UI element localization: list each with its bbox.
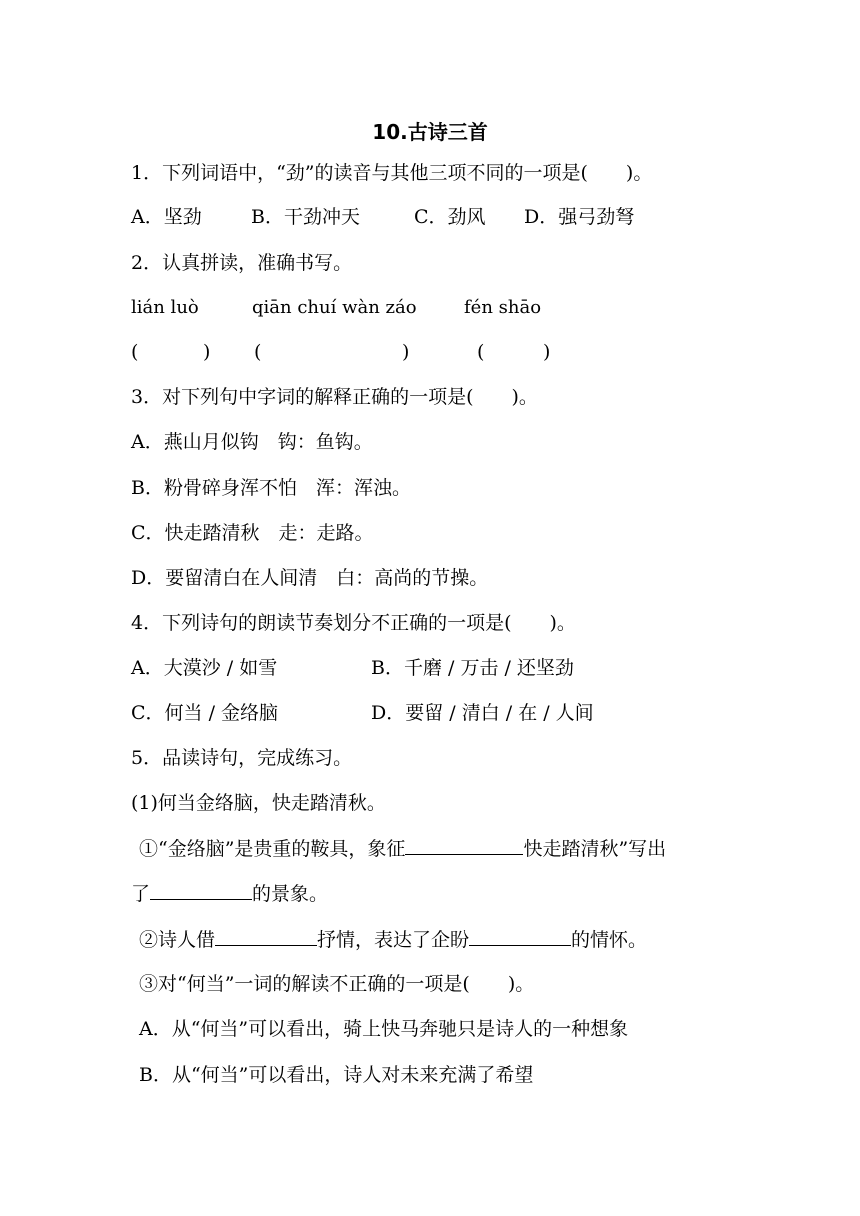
q1-option-c: C．劲风 (414, 206, 486, 228)
q1-option-d: D．强弓劲弩 (524, 206, 635, 228)
item2-text-b: 抒情，表达了企盼 (317, 929, 470, 951)
q5-item2 (139, 927, 647, 952)
answer-blank-4[interactable] (469, 927, 571, 946)
q1-option-a: A．坚劲 (131, 206, 202, 228)
answer-blank-3[interactable] (215, 927, 317, 946)
q3-option-b: B．粉骨碎身浑不怕 浑：浑浊。 (131, 477, 411, 499)
answer-blank-1[interactable] (405, 836, 523, 855)
item1-text-c: 了 (131, 883, 151, 905)
q5-item1-line2 (131, 881, 328, 906)
q5-item1-line1 (139, 836, 666, 861)
q4-option-c: C．何当 / 金络脑 (131, 702, 279, 724)
q3-option-d: D．要留清白在人间清 白：高尚的节操。 (131, 567, 489, 589)
item1-text-b: 快走踏清秋”写出 (523, 838, 667, 860)
answer-blank-2[interactable] (150, 881, 252, 900)
q4-option-d: D．要留 / 清白 / 在 / 人间 (371, 702, 594, 724)
q1-stem: 1．下列词语中，“劲”的读音与其他三项不同的一项是( )。 (131, 162, 653, 184)
page-title: 10.古诗三首 (372, 120, 488, 144)
q3-option-c: C．快走踏清秋 走：走路。 (131, 522, 374, 544)
q4-option-a: A．大漠沙 / 如雪 (131, 657, 278, 679)
q2-stem: 2．认真拼读，准确书写。 (131, 252, 353, 274)
item1-text-d: 的景象。 (252, 883, 329, 905)
item2-text-c: 的情怀。 (571, 929, 648, 951)
q5-item3-option-a: A．从“何当”可以看出，骑上快马奔驰只是诗人的一种想象 (139, 1018, 629, 1040)
pinyin-1: lián luò (131, 297, 199, 318)
answer-paren-close-1: ) (203, 341, 211, 363)
answer-paren-open-3: ( (477, 341, 485, 363)
q3-option-a: A．燕山月似钩 钩：鱼钩。 (131, 431, 373, 453)
q5-item3: ③对“何当”一词的解读不正确的一项是( )。 (139, 973, 535, 995)
q4-option-b: B．千磨 / 万击 / 还坚劲 (371, 657, 574, 679)
answer-paren-open-1: ( (131, 341, 139, 363)
answer-paren-close-2: ) (402, 341, 410, 363)
q1-option-b: B．干劲冲天 (251, 206, 360, 228)
item2-text-a: ②诗人借 (139, 929, 216, 951)
q5-item3-option-b: B．从“何当”可以看出，诗人对未来充满了希望 (139, 1064, 534, 1086)
answer-paren-open-2: ( (254, 341, 262, 363)
q4-stem: 4．下列诗句的朗读节奏划分不正确的一项是( )。 (131, 612, 576, 634)
q5-stem: 5．品读诗句，完成练习。 (131, 747, 353, 769)
q3-stem: 3．对下列句中字词的解释正确的一项是( )。 (131, 386, 538, 408)
pinyin-3: fén shāo (464, 297, 542, 318)
q5-sub1: (1)何当金络脑，快走踏清秋。 (131, 792, 386, 814)
answer-paren-close-3: ) (543, 341, 551, 363)
item1-text-a: ①“金络脑”是贵重的鞍具，象征 (139, 838, 406, 860)
pinyin-2: qiān chuí wàn záo (252, 297, 417, 318)
